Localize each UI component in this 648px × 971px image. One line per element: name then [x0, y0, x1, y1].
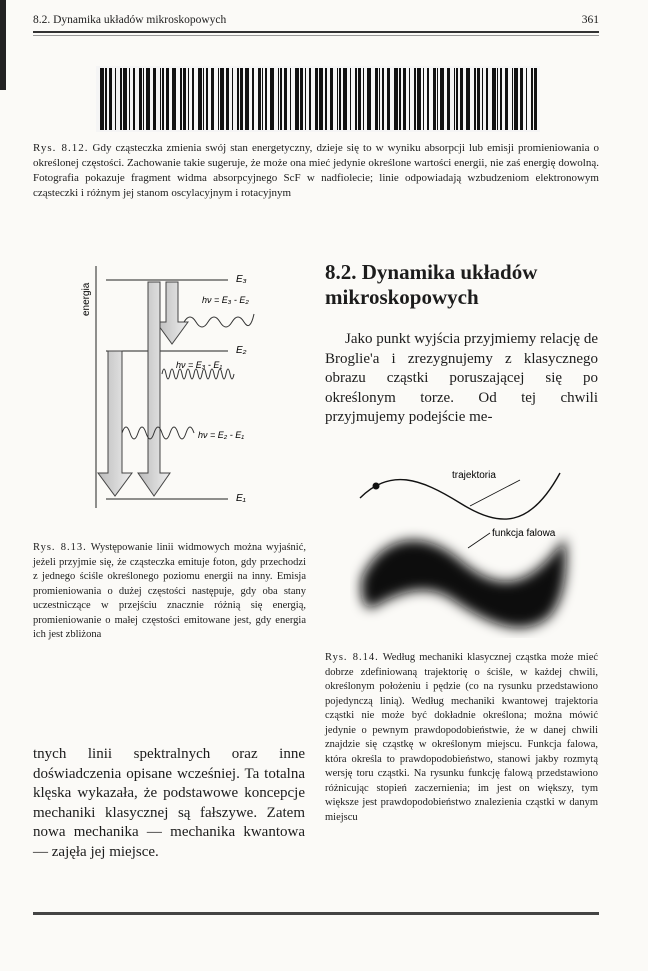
wavefunction-label: funkcja falowa [492, 528, 556, 539]
spectral-line [505, 68, 508, 130]
spectral-line [414, 68, 416, 130]
wavefunction-blur [361, 538, 566, 628]
spectral-line [183, 68, 186, 130]
continuation-paragraph: tnych linii spektralnych oraz inne doświadczenia opisane wcześniej. Ta totalna klęska wykazała, że podstawowe koncepcje mechaniki klasycznej są fałszywe. Zatem nowa mechanika — mechanika kwantowa — zajęła jej miejsce. [33, 746, 305, 860]
spectral-line [220, 68, 224, 130]
spectral-line [153, 68, 156, 130]
spectral-line [129, 68, 130, 130]
trajectory-wavefunction-figure [350, 458, 595, 638]
spectral-line [300, 68, 303, 130]
spectral-line [305, 68, 306, 130]
trajectory-pointer [470, 480, 520, 506]
running-title: 8.2. Dynamika układów mikroskopowych [33, 14, 227, 26]
spectral-line [206, 68, 208, 130]
spectral-line [379, 68, 380, 130]
spectral-line [278, 68, 279, 130]
spectral-line [382, 68, 384, 130]
spectral-line [447, 68, 450, 130]
trajectory-label: trajektoria [452, 470, 496, 481]
spectral-line [343, 68, 347, 130]
transition-e3-e2-label: hν = E₃ - E₂ [202, 295, 249, 305]
spectral-line [474, 68, 476, 130]
spectral-line [409, 68, 410, 130]
particle-dot [373, 483, 380, 490]
spectral-line [240, 68, 243, 130]
photon-wave-e3-e1 [162, 369, 234, 379]
transition-e2-e1-label: hν = E₂ - E₁ [198, 430, 245, 440]
wavefunction-pointer [468, 533, 490, 548]
spectral-line [290, 68, 291, 130]
spectral-line [109, 68, 112, 130]
spectral-line [433, 68, 436, 130]
spectral-line [520, 68, 523, 130]
spectral-line [500, 68, 502, 130]
spectral-line [218, 68, 219, 130]
spectral-line [232, 68, 233, 130]
spectral-line [482, 68, 483, 130]
level-e3-label: E₃ [236, 274, 247, 285]
spectral-line [363, 68, 364, 130]
figure-8-13-caption [33, 541, 306, 643]
spectral-line [497, 68, 498, 130]
spectral-line [477, 68, 480, 130]
spectral-line [350, 68, 351, 130]
spectral-line [139, 68, 142, 130]
spectral-line [512, 68, 513, 130]
spectral-line [198, 68, 202, 130]
spectral-line [146, 68, 150, 130]
spectral-line [440, 68, 444, 130]
arrow-e3-e1 [138, 282, 170, 496]
spectral-line [387, 68, 390, 130]
spectral-line [133, 68, 135, 130]
spectral-line [162, 68, 164, 130]
spectral-line [245, 68, 249, 130]
header-rule [33, 31, 599, 33]
spectral-line [265, 68, 267, 130]
transition-e3-e1-label: hν = E₃ - E₁ [176, 360, 223, 370]
spectral-line [160, 68, 161, 130]
footer-rule [33, 912, 599, 915]
figure-8-14-label: Rys. 8.14. [325, 652, 379, 663]
spectral-line [270, 68, 274, 130]
arrow-e2-e1 [98, 351, 132, 496]
spectral-line [456, 68, 458, 130]
page-number: 361 [581, 14, 599, 26]
spectral-line [466, 68, 470, 130]
spectral-line [226, 68, 229, 130]
spectral-line [172, 68, 176, 130]
spectral-line [399, 68, 401, 130]
spectral-line [100, 68, 104, 130]
spectral-line [339, 68, 341, 130]
level-e2-label: E₂ [236, 345, 247, 356]
spectral-line [237, 68, 239, 130]
spectral-line [252, 68, 254, 130]
spectral-line [295, 68, 299, 130]
spectral-line [325, 68, 327, 130]
spectral-line [180, 68, 182, 130]
spectral-line [123, 68, 127, 130]
figure-8-14-caption [325, 651, 598, 825]
figure-8-12-label: Rys. 8.12. [33, 142, 89, 154]
spectral-line [115, 68, 116, 130]
spectral-line [394, 68, 398, 130]
spectral-line [514, 68, 518, 130]
spectral-line [454, 68, 455, 130]
spectral-line [105, 68, 107, 130]
spectral-line [120, 68, 122, 130]
spectral-line [531, 68, 533, 130]
spectral-line [258, 68, 261, 130]
energy-level-diagram [80, 258, 280, 508]
arrow-e3-e2 [156, 282, 188, 344]
spectral-line [203, 68, 204, 130]
spectral-line [166, 68, 169, 130]
section-intro [325, 330, 598, 428]
spectral-line [355, 68, 357, 130]
spectral-line [337, 68, 338, 130]
spectral-line [192, 68, 194, 130]
figure-8-13-caption-text: Występowanie linii widmowych można wyjaśnić, jeżeli przyjmie się, że cząsteczka emituje foton, gdy przechodzi z jednego ściśle określonego poziomu energii na inny. Emisja promieniowania o dużej częstości następuje, gdy oba stany uczestniczące w przejściu znacznie różnią się energią, promieniowanie o małej częstości emitowane jest, gdy energia ich jest zbliżona [33, 542, 307, 640]
section-title: 8.2. Dynamika układów mikroskopowych [325, 260, 538, 309]
absorption-spectrum-photo [96, 66, 540, 132]
spectral-line [460, 68, 463, 130]
spectral-line [486, 68, 488, 130]
spectral-line [437, 68, 438, 130]
level-e1-label: E₁ [236, 493, 246, 504]
spectral-line [403, 68, 406, 130]
photon-wave-e3-e2 [184, 314, 254, 327]
spectral-line [315, 68, 318, 130]
spectral-line [423, 68, 424, 130]
spectral-line [492, 68, 496, 130]
figure-8-14-caption-text: Według mechaniki klasycznej cząstka może mieć dobrze zdefiniowaną trajektorię o ściśle, w każdej chwili, określonym położeniu i pędzie (co na rysunku przedstawiono pojedynczą linią). Według mechaniki kwantowej trajektoria cząstki nie może być dokładnie określona; można mówić jedynie o pewnym prawdopodobieństwie, że w danej chwili znajdzie się cząstkę w określonym miejscu. Funkcja falowa, która określa to prawdopodobieństwo, stanowi jakby rozmytą wersję toru cząstki. Na rysunku funkcję falową przedstawiono różnicując stopień zaczernienia; im jest on większy, tym większe jest prawdopodobieństwo znalezienia cząstki w danym miejscu [325, 652, 599, 823]
figure-8-12-caption-text: Gdy cząsteczka zmienia swój stan energetyczny, dzieje się to w wyniku absorpcji lub emisji promieniowania o określonej częstości. Zachowanie takie sugeruje, że może ona mieć jedynie określone wartości energii, nie zaś energię dowolną. Fotografia pokazuje fragment widma absorpcyjnego ScF w nadfiolecie; linie odpowiadają wzbudzeniom elektronowym cząsteczki i różnym jej stanom oscylacyjnym i rotacyjnym [33, 142, 600, 199]
spectral-line [375, 68, 378, 130]
page-edge-bar [0, 0, 6, 90]
spectral-line [262, 68, 263, 130]
figure-8-12-caption [33, 141, 599, 201]
section-intro-paragraph: Jako punkt wyjścia przyjmiemy relację de Broglie'a i zrezygnujemy z klasycznego obrazu cząstki poruszającej się po określonym torze. Od tej chwili przyjmujemy podejście me- [325, 331, 598, 425]
spectral-line [367, 68, 371, 130]
spectral-line [319, 68, 323, 130]
spectral-line [417, 68, 421, 130]
spectral-line [280, 68, 282, 130]
figure-8-13-label: Rys. 8.13. [33, 542, 87, 553]
spectral-line [526, 68, 527, 130]
header-rule-thin [33, 35, 599, 36]
spectral-line [188, 68, 189, 130]
energy-axis-label: energia [81, 282, 92, 316]
spectral-line [358, 68, 361, 130]
spectral-line [284, 68, 287, 130]
spectral-line [211, 68, 214, 130]
spectral-line [143, 68, 144, 130]
spectral-line [309, 68, 311, 130]
spectral-line [534, 68, 537, 130]
running-header [33, 14, 599, 32]
spectral-line [427, 68, 429, 130]
spectral-line [330, 68, 333, 130]
